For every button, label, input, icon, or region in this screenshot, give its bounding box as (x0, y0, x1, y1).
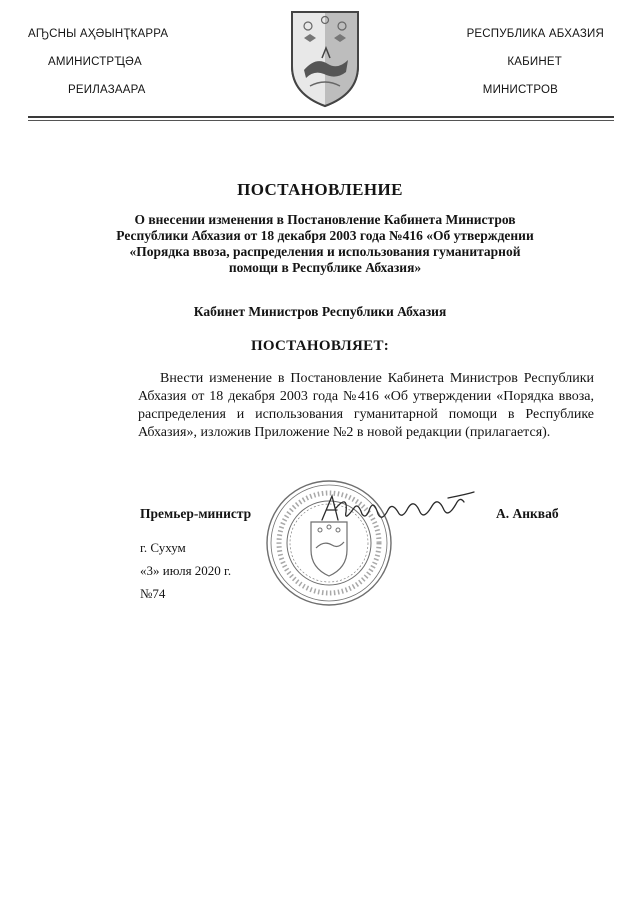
letterhead-left-line-2: АМИНИСТРҴӘА (48, 56, 142, 68)
signature-icon (318, 490, 478, 530)
letterhead-right-line-1: РЕСПУБЛИКА АБХАЗИЯ (466, 28, 604, 40)
signatory-name: А. Анкваб (496, 506, 559, 521)
letterhead-left-line-3: РЕИЛАЗААРА (68, 84, 146, 96)
decree-paragraph: Внести изменение в Постановление Кабинета Министров Республики Абхазия от 18 декабря 2003 года №416 «Об утверждении «Порядка ввоза, распределения и использования гуманитарной помощи в Республике Абхазия», изложив Приложение №2 в новой редакции (прилагается). (138, 371, 594, 440)
document-date: «3» июля 2020 г. (140, 563, 232, 578)
header-divider-thick (28, 116, 614, 118)
document-number: №74 (140, 586, 166, 601)
document-title: ПОСТАНОВЛЕНИЕ (237, 180, 403, 199)
letterhead-russian (412, 20, 612, 104)
letterhead-left-line-1: АҦСНЫ АҲӘЫНҬҞАРРА (28, 28, 169, 40)
decree-word: ПОСТАНОВЛЯЕТ: (250, 338, 390, 354)
document-place: г. Сухум (140, 540, 186, 555)
signatory-title: Премьер-министр (140, 506, 252, 521)
letterhead (0, 0, 640, 125)
coat-of-arms-icon (290, 8, 360, 108)
letterhead-right-line-3: МИНИСТРОВ (482, 84, 558, 96)
issuing-body: Кабинет Министров Республики Абхазия (193, 304, 447, 319)
document-subject: О внесении изменения в Постановление Кабинета Министров Республики Абхазия от 18 декабря 2003 года №416 «Об утверждении «Порядка ввоза, распределения и использования гуманитарной помощи в Республике Абхазия» (116, 212, 534, 275)
letterhead-abkhaz (28, 20, 228, 104)
letterhead-right-line-2: КАБИНЕТ (507, 56, 562, 68)
header-divider-thin (28, 120, 614, 121)
